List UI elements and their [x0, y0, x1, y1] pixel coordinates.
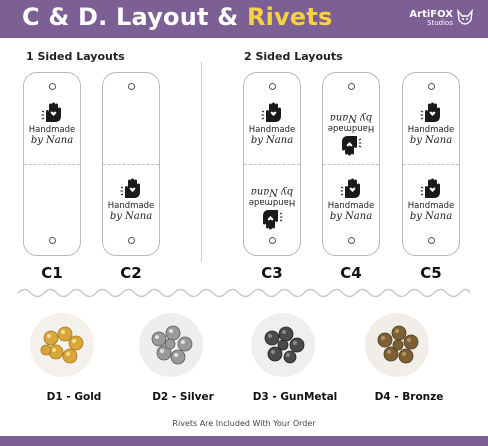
tag-c3 [243, 72, 301, 256]
fold-line [244, 164, 300, 165]
design-line1: Handmade [407, 201, 455, 211]
fold-line [103, 164, 159, 165]
rivet-hole [128, 237, 135, 244]
rivet-hole [49, 83, 56, 90]
design-line1: Handmade [327, 201, 375, 211]
tag-design [24, 101, 80, 161]
tag-design-back [244, 171, 300, 231]
heart-hand-icon [340, 135, 362, 157]
rivet-option-gold [29, 312, 119, 403]
rivet-label-gold: D1 - Gold [46, 391, 102, 403]
rivet-hole [49, 237, 56, 244]
rivet-option-gunmetal [250, 312, 340, 403]
two-sided-label: 2 Sided Layouts [244, 50, 343, 63]
code-c5: C5 [420, 264, 442, 282]
design-line2: by Nana [329, 211, 373, 222]
tag-c1 [23, 72, 81, 256]
code-c1: C1 [41, 264, 63, 282]
rivet-option-silver [138, 312, 228, 403]
heart-hand-icon [120, 177, 142, 199]
heart-hand-icon [340, 177, 362, 199]
rivet-hole [348, 237, 355, 244]
tag-c5 [402, 72, 460, 256]
tag-design-back [403, 177, 459, 237]
tag-design-front [403, 101, 459, 161]
design-line2: by Nana [30, 135, 74, 146]
code-c2: C2 [120, 264, 142, 282]
rivet-hole [428, 83, 435, 90]
tag-c2 [102, 72, 160, 256]
heart-hand-icon [41, 101, 63, 123]
one-sided-label: 1 Sided Layouts [26, 50, 125, 63]
footer-note: Rivets Are Included With Your Order [172, 419, 316, 428]
page-title [22, 3, 333, 31]
brand-logo [409, 7, 474, 31]
code-c4: C4 [340, 264, 362, 282]
logo-text [409, 10, 453, 28]
rivet-option-bronze [364, 312, 454, 403]
bottom-bar [0, 436, 488, 446]
design-line1: Handmade [327, 123, 375, 133]
fold-line [323, 164, 379, 165]
header-banner [0, 0, 488, 38]
tag-design-front [323, 97, 379, 157]
rivet-label-silver: D2 - Silver [152, 391, 214, 403]
tag-c4 [322, 72, 380, 256]
tag-design-front [244, 101, 300, 161]
design-line2: by Nana [409, 135, 453, 146]
gunmetal-rivets-image [250, 312, 316, 378]
fold-line [403, 164, 459, 165]
rivet-hole [269, 237, 276, 244]
rivet-hole [269, 83, 276, 90]
rivet-label-bronze: D4 - Bronze [374, 391, 444, 403]
design-line2: by Nana [409, 211, 453, 222]
code-c3: C3 [261, 264, 283, 282]
heart-hand-icon [420, 177, 442, 199]
design-line1: Handmade [248, 197, 296, 207]
rivet-hole [348, 83, 355, 90]
fox-icon [456, 9, 474, 29]
rivet-hole [428, 237, 435, 244]
wavy-divider [18, 286, 470, 300]
gold-rivets-image [29, 312, 95, 378]
section-divider [201, 62, 202, 262]
title-accent: Rivets [246, 3, 333, 31]
design-line2: by Nana [109, 211, 153, 222]
heart-hand-icon [261, 101, 283, 123]
design-line1: Handmade [28, 125, 76, 135]
tag-design [103, 177, 159, 237]
design-line2: by Nana [329, 112, 373, 123]
design-line2: by Nana [250, 135, 294, 146]
tag-design-back [323, 177, 379, 237]
silver-rivets-image [138, 312, 204, 378]
design-line1: Handmade [407, 125, 455, 135]
rivet-label-gunmetal: D3 - GunMetal [252, 391, 338, 403]
design-line1: Handmade [248, 125, 296, 135]
logo-sub: Studios [427, 19, 453, 27]
design-line2: by Nana [250, 186, 294, 197]
rivet-hole [128, 83, 135, 90]
design-line1: Handmade [107, 201, 155, 211]
heart-hand-icon [420, 101, 442, 123]
heart-hand-icon [261, 209, 283, 231]
title-main: C & D. Layout & [22, 3, 247, 31]
logo-name: ArtiFOX [409, 9, 453, 20]
bronze-rivets-image [364, 312, 430, 378]
fold-line [24, 164, 80, 165]
